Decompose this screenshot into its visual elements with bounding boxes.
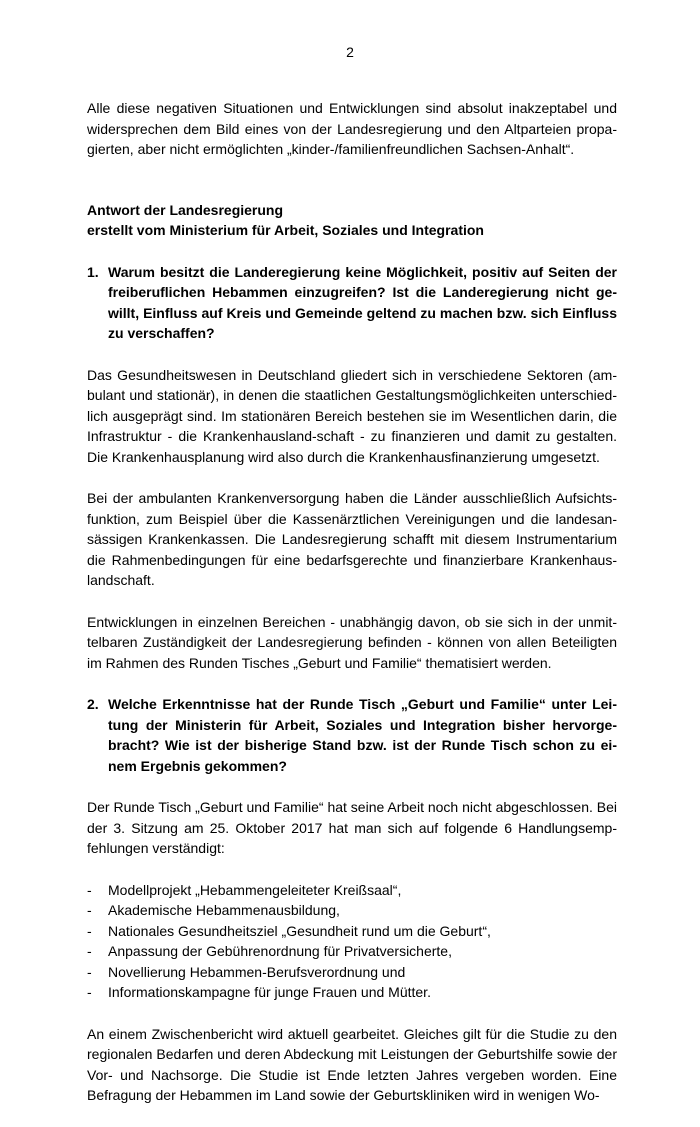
list-dash: - (87, 963, 92, 980)
list-dash: - (87, 943, 92, 959)
list-item (87, 921, 617, 942)
list-item (87, 900, 617, 921)
answer-heading (87, 200, 617, 241)
intro-paragraph: Alle diese negativen Situationen und Entwicklungen sind absolut inakzeptabel und widersprechen dem Bild eines von der Landesregierung und den Altparteien propagierten, aber nicht ermöglichten „kinder-/familienfreundlichen Sachsen-Anhalt“. (87, 100, 617, 157)
answer-heading-title: Antwort der Landesregierung (87, 201, 284, 218)
question-1 (87, 262, 617, 344)
list-item-text: Nationales Gesundheitsziel „Gesundheit rund um die Geburt“, (108, 922, 491, 939)
list-dash: - (87, 922, 92, 939)
answer-1-paragraph-1: Das Gesundheitswesen in Deutschland gliedert sich in verschiedene Sektoren (ambulant und stationär), in denen die staatlichen Gestaltungsmöglichkeiten unterschiedlich ausgeprägt sind. Im stationären Bereich bestehen sie im Wesentlichen darin, die Infrastruktur - die Krankenhausland-schaft - zu finanzieren und damit zu gestalten. Die Krankenhausplanung wird also durch die Krankenhausfinanzierung umgesetzt. (87, 366, 617, 465)
page-number: 2 (346, 44, 354, 60)
list-item-text: Modellprojekt „Hebammengeleiteter Kreißsaal“, (108, 881, 402, 898)
page-content (87, 98, 617, 1127)
question-2-text: Welche Erkenntnisse hat der Runde Tisch „Geburt und Familie“ unter Leitung der Ministerin für Arbeit, Soziales und Integration bisher hervorgebracht? Wie ist der bisherige Stand bzw. ist der Runde Tisch schon zu einem Ergebnis gekommen? (108, 696, 617, 774)
list-item-text: Akademische Hebammenausbildung, (108, 902, 340, 918)
answer-1-paragraph-3: Entwicklungen in einzelnen Bereichen - unabhängig davon, ob sie sich in der unmittelbaren Zuständigkeit der Landesregierung befinden - können von allen Beteiligten im Rahmen des Runden Tisches „Geburt und Familie“ thematisiert werden. (87, 613, 617, 671)
answer-2-intro: Der Runde Tisch „Geburt und Familie“ hat seine Arbeit noch nicht abgeschlossen. Bei der 3. Sitzung am 25. Oktober 2017 hat man sich auf folgende 6 Handlungsempfehlungen verständigt: (87, 799, 617, 856)
list-item (87, 941, 617, 962)
question-1-number: 1. (87, 263, 99, 280)
list-item (87, 880, 617, 901)
list-item-text: Informationskampagne für junge Frauen und Mütter. (108, 984, 431, 1000)
answer-heading-ministry: erstellt vom Ministerium für Arbeit, Soziales und Integration (87, 222, 484, 238)
answer-1-paragraph-2: Bei der ambulanten Krankenversorgung haben die Länder ausschließlich Aufsichtsfunktion, zum Beispiel über die Kassenärztlichen Vereinigungen und die landesansässigen Krankenkassen. Die Landesregierung schafft mit diesem Instrumentarium die Rahmenbedingungen für eine bedarfsgerechte und finanzierbare Krankenhauslandschaft. (87, 490, 617, 588)
list-dash: - (87, 984, 92, 1000)
answer-2-outro: An einem Zwischenbericht wird aktuell gearbeitet. Gleiches gilt für die Studie zu den regionalen Bedarfen und deren Abdeckung mit Leistungen der Geburtshilfe sowie der Vor- und Nachsorge. Die Studie ist Ende letzten Jahres vergeben worden. Eine Befragung der Hebammen im Land sowie der Geburtskliniken wird in wenigen Wo- (87, 1025, 617, 1103)
question-1-text: Warum besitzt die Landeregierung keine Möglichkeit, positiv auf Seiten der freiberuflichen Hebammen einzugreifen? Ist die Landeregierung nicht gewillt, Einfluss auf Kreis und Gemeinde geltend zu machen bzw. sich Einfluss zu verschaffen? (108, 263, 617, 341)
question-2-number: 2. (87, 696, 99, 712)
list-item-text: Anpassung der Gebührenordnung für Privatversicherte, (108, 943, 452, 959)
recommendations-list (87, 880, 617, 1003)
list-item (87, 962, 617, 983)
question-2 (87, 694, 617, 776)
list-item (87, 982, 617, 1003)
list-dash: - (87, 881, 92, 898)
list-dash: - (87, 902, 92, 918)
list-item-text: Novellierung Hebammen-Berufsverordnung und (108, 963, 406, 980)
